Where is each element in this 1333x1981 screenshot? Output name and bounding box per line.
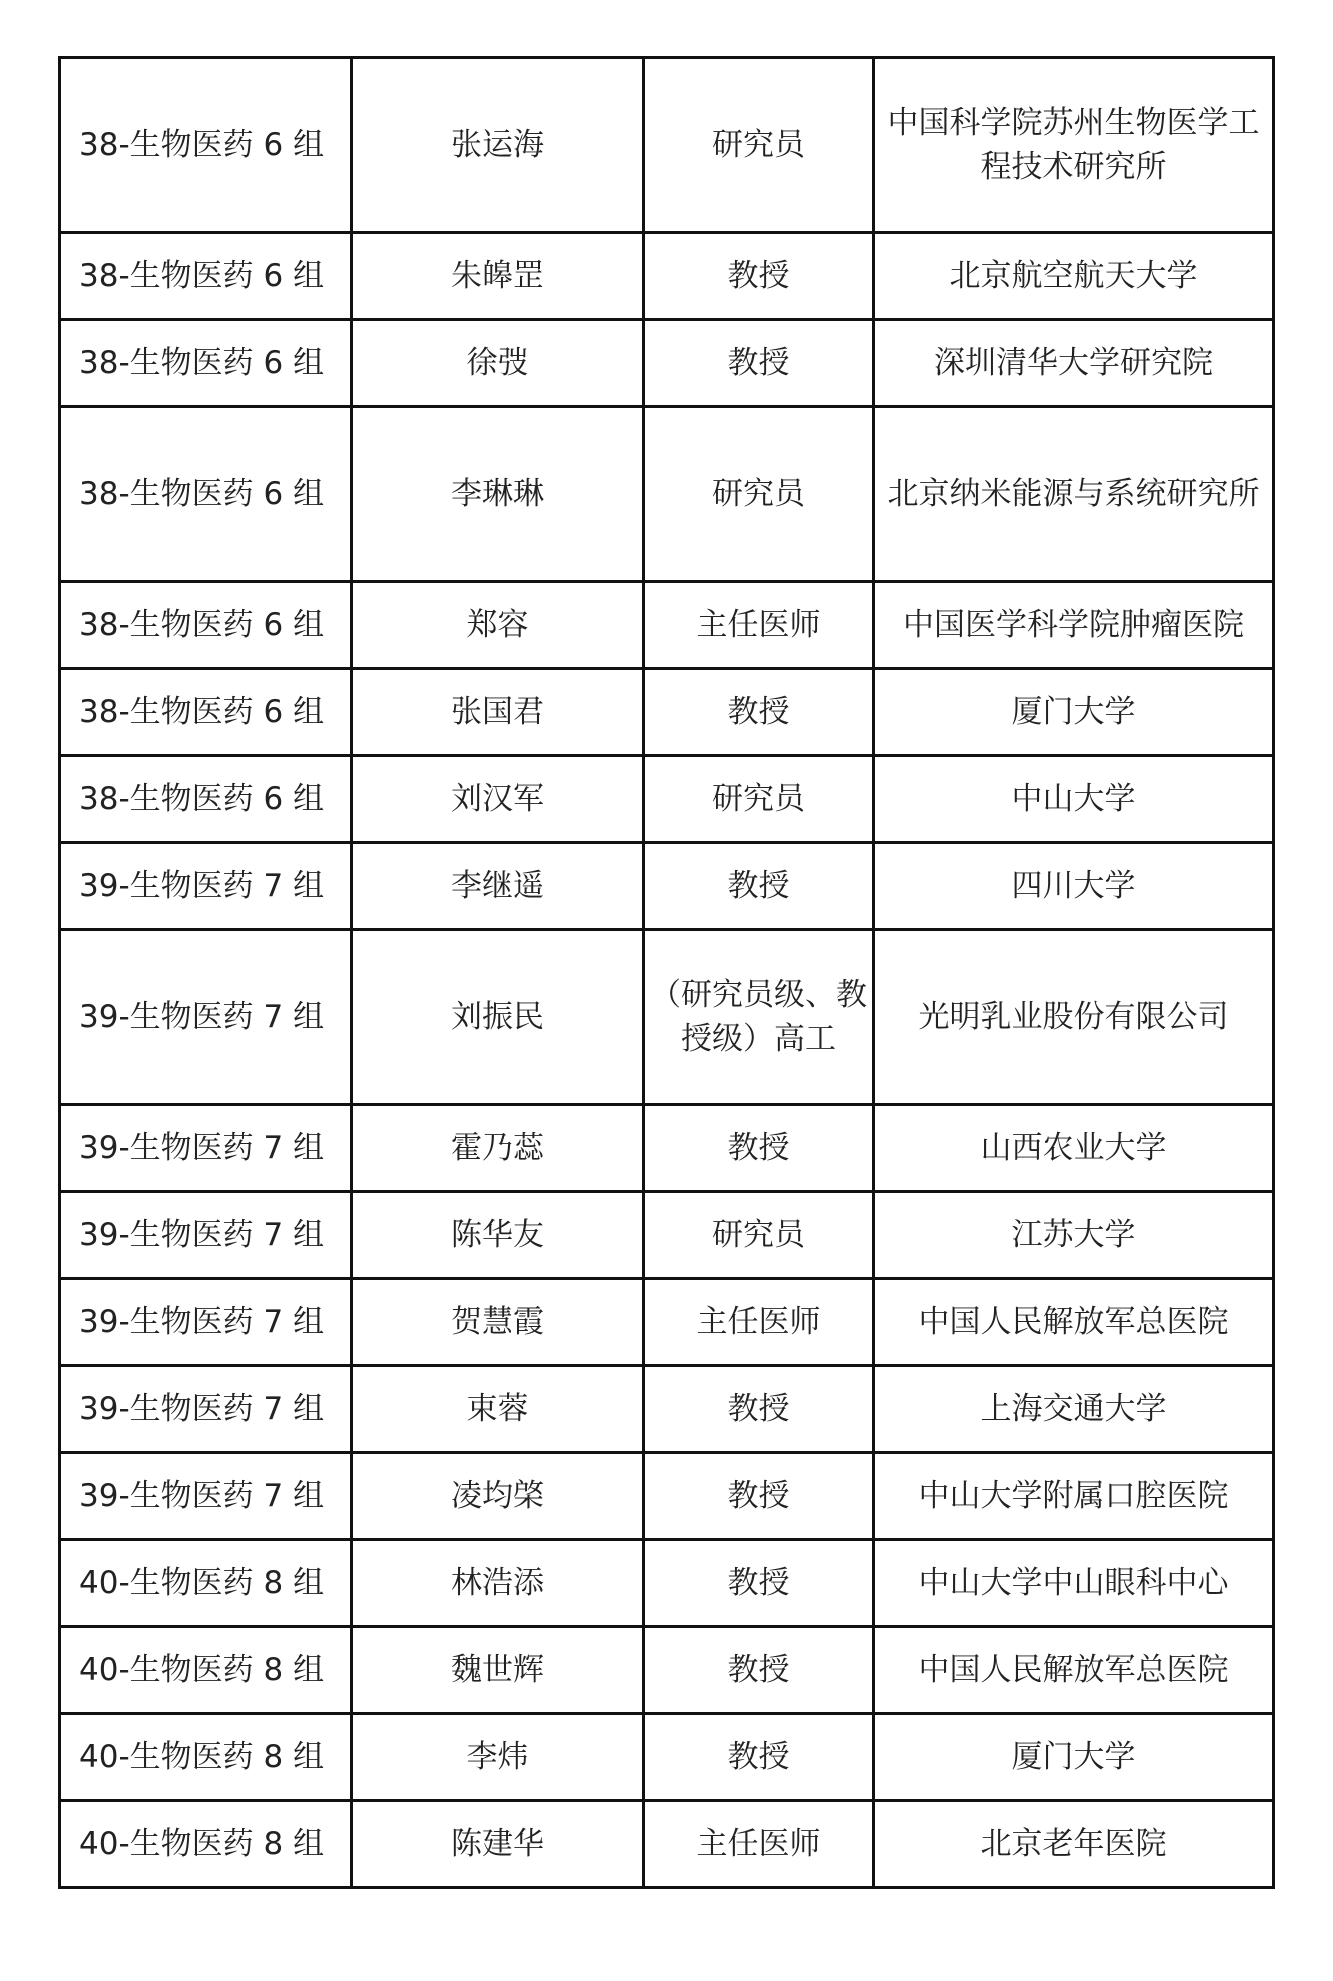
group-cell: 40-生物医药 8 组: [60, 1714, 352, 1801]
name-cell: 陈华友: [352, 1192, 644, 1279]
group-cell: 39-生物医药 7 组: [60, 1453, 352, 1540]
institution-cell: 光明乳业股份有限公司: [874, 930, 1274, 1105]
institution-cell: 厦门大学: [874, 1714, 1274, 1801]
title-cell: 教授: [644, 1105, 874, 1192]
name-cell: 朱皞罡: [352, 233, 644, 320]
institution-cell: 上海交通大学: [874, 1366, 1274, 1453]
table-row: [60, 1627, 1274, 1714]
name-cell: 张运海: [352, 58, 644, 233]
table-row: [60, 1279, 1274, 1366]
group-cell: 39-生物医药 7 组: [60, 843, 352, 930]
name-cell: 贺慧霞: [352, 1279, 644, 1366]
name-cell: 张国君: [352, 669, 644, 756]
group-cell: 38-生物医药 6 组: [60, 669, 352, 756]
institution-cell: 中山大学中山眼科中心: [874, 1540, 1274, 1627]
institution-cell: 中山大学: [874, 756, 1274, 843]
group-cell: 40-生物医药 8 组: [60, 1627, 352, 1714]
institution-cell: 北京纳米能源与系统研究所: [874, 407, 1274, 582]
title-cell: （研究员级、教授级）高工: [644, 930, 874, 1105]
group-cell: 40-生物医药 8 组: [60, 1540, 352, 1627]
title-cell: 研究员: [644, 407, 874, 582]
institution-cell: 北京航空航天大学: [874, 233, 1274, 320]
name-cell: 束蓉: [352, 1366, 644, 1453]
name-cell: 李琳琳: [352, 407, 644, 582]
institution-cell: 四川大学: [874, 843, 1274, 930]
group-cell: 39-生物医药 7 组: [60, 1279, 352, 1366]
title-cell: 研究员: [644, 1192, 874, 1279]
title-cell: 教授: [644, 1453, 874, 1540]
name-cell: 李炜: [352, 1714, 644, 1801]
title-cell: 教授: [644, 1540, 874, 1627]
group-cell: 38-生物医药 6 组: [60, 756, 352, 843]
title-cell: 教授: [644, 233, 874, 320]
name-cell: 郑容: [352, 582, 644, 669]
group-cell: 39-生物医药 7 组: [60, 1105, 352, 1192]
table-row: [60, 1366, 1274, 1453]
name-cell: 凌均棨: [352, 1453, 644, 1540]
institution-cell: 中国医学科学院肿瘤医院: [874, 582, 1274, 669]
table-row: [60, 756, 1274, 843]
table-row: [60, 1192, 1274, 1279]
table-row: [60, 1801, 1274, 1888]
expert-list-table: [58, 56, 1275, 1889]
institution-cell: 山西农业大学: [874, 1105, 1274, 1192]
table-row: [60, 582, 1274, 669]
table-row: [60, 1714, 1274, 1801]
table-row: [60, 320, 1274, 407]
name-cell: 魏世辉: [352, 1627, 644, 1714]
institution-cell: 中国人民解放军总医院: [874, 1627, 1274, 1714]
institution-cell: 中山大学附属口腔医院: [874, 1453, 1274, 1540]
institution-cell: 厦门大学: [874, 669, 1274, 756]
table-row: [60, 407, 1274, 582]
title-cell: 主任医师: [644, 1279, 874, 1366]
group-cell: 38-生物医药 6 组: [60, 58, 352, 233]
institution-cell: 深圳清华大学研究院: [874, 320, 1274, 407]
name-cell: 刘汉军: [352, 756, 644, 843]
table-row: [60, 233, 1274, 320]
group-cell: 40-生物医药 8 组: [60, 1801, 352, 1888]
table-row: [60, 1453, 1274, 1540]
institution-cell: 北京老年医院: [874, 1801, 1274, 1888]
title-cell: 研究员: [644, 756, 874, 843]
name-cell: 霍乃蕊: [352, 1105, 644, 1192]
group-cell: 38-生物医药 6 组: [60, 320, 352, 407]
name-cell: 林浩添: [352, 1540, 644, 1627]
group-cell: 38-生物医药 6 组: [60, 233, 352, 320]
name-cell: 徐弢: [352, 320, 644, 407]
name-cell: 刘振民: [352, 930, 644, 1105]
name-cell: 李继遥: [352, 843, 644, 930]
table-row: [60, 930, 1274, 1105]
title-cell: 主任医师: [644, 1801, 874, 1888]
group-cell: 38-生物医药 6 组: [60, 407, 352, 582]
group-cell: 38-生物医药 6 组: [60, 582, 352, 669]
institution-cell: 江苏大学: [874, 1192, 1274, 1279]
institution-cell: 中国科学院苏州生物医学工程技术研究所: [874, 58, 1274, 233]
group-cell: 39-生物医药 7 组: [60, 1192, 352, 1279]
title-cell: 教授: [644, 1366, 874, 1453]
table-row: [60, 843, 1274, 930]
title-cell: 教授: [644, 1714, 874, 1801]
table-row: [60, 58, 1274, 233]
table-row: [60, 669, 1274, 756]
group-cell: 39-生物医药 7 组: [60, 1366, 352, 1453]
title-cell: 研究员: [644, 58, 874, 233]
table-row: [60, 1105, 1274, 1192]
title-cell: 教授: [644, 320, 874, 407]
table-row: [60, 1540, 1274, 1627]
title-cell: 教授: [644, 669, 874, 756]
title-cell: 主任医师: [644, 582, 874, 669]
title-cell: 教授: [644, 1627, 874, 1714]
title-cell: 教授: [644, 843, 874, 930]
group-cell: 39-生物医药 7 组: [60, 930, 352, 1105]
name-cell: 陈建华: [352, 1801, 644, 1888]
institution-cell: 中国人民解放军总医院: [874, 1279, 1274, 1366]
